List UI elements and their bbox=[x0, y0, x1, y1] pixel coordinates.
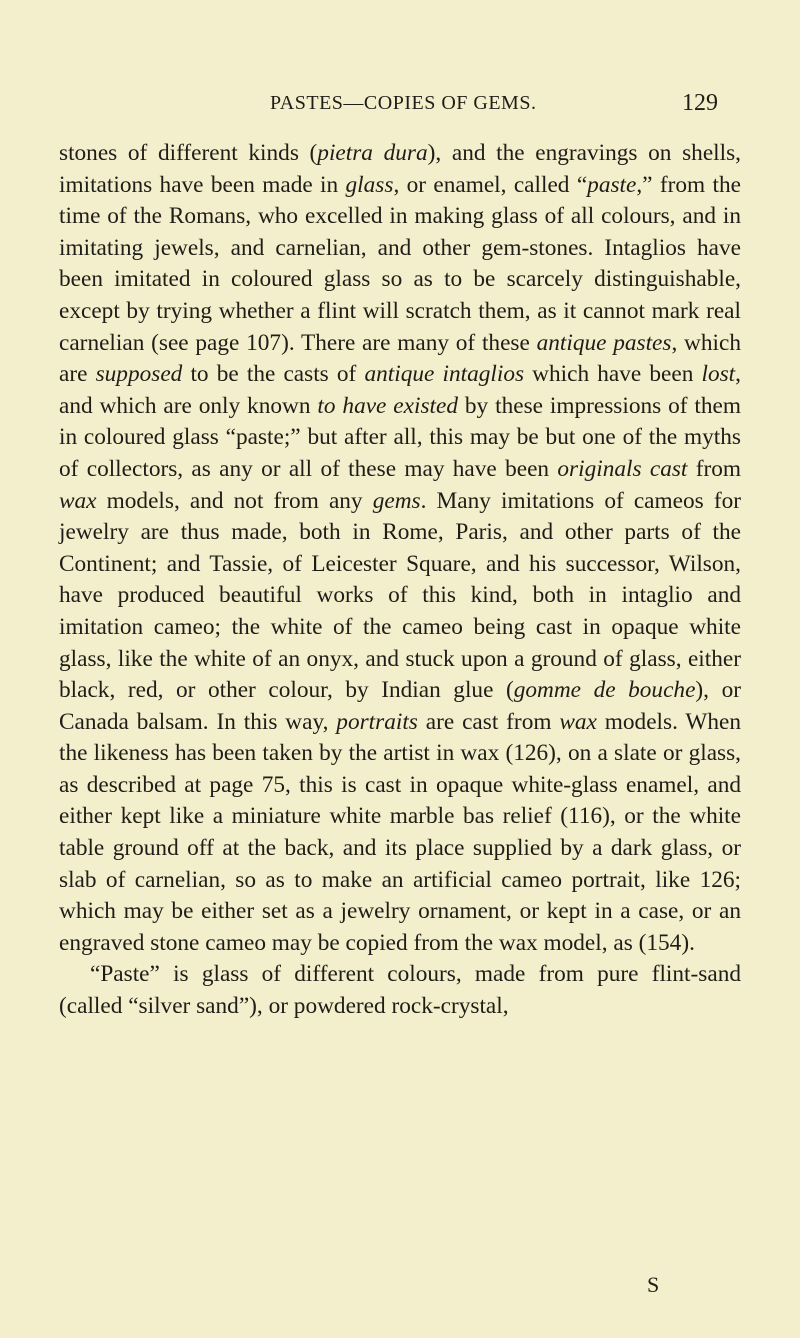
body-text bbox=[59, 138, 741, 1023]
running-head bbox=[0, 92, 800, 120]
text-run: models. When the likeness has been taken by the artist in wax (126), on a slate or glass, as described at page 75, this is cast in opaque white-glass enamel, and either kept like a miniature white marble bas relief (116), or the white table ground off at the back, and its place supplied by a dark glass, or slab of carnelian, so as to make an artificial cameo portrait, like 126; which may be either set as a jewelry ornament, or kept in a case, or an engraved stone cameo may be copied from the wax model, as (154). bbox=[59, 708, 741, 956]
italic-phrase: supposed bbox=[95, 361, 183, 388]
italic-phrase: antique pastes bbox=[536, 329, 672, 356]
text-run: stones of different kinds ( bbox=[59, 140, 318, 166]
text-run: from bbox=[687, 455, 741, 482]
text-run: , and which are only known bbox=[59, 361, 741, 419]
text-run: by these impressions of them in coloured glass “paste;” but after all, this may be but one of the myths of collectors, as any or all of these may have been bbox=[59, 392, 741, 482]
italic-phrase: originals cast bbox=[557, 455, 688, 482]
italic-phrase: to have existed bbox=[317, 392, 458, 419]
paragraph-continued bbox=[59, 138, 741, 959]
paragraph: “Paste” is glass of different colours, made from pure flint-sand (called “silver sand”), or powdered rock-crystal, bbox=[59, 961, 741, 1020]
text-run: models, and not from any bbox=[96, 487, 373, 514]
italic-phrase: portraits bbox=[336, 708, 418, 735]
text-run: to be the casts of bbox=[182, 361, 365, 388]
italic-phrase: wax bbox=[559, 708, 597, 735]
text-run: ), or Canada balsam. In this way, bbox=[59, 677, 741, 735]
text-run: which have been bbox=[524, 361, 702, 388]
text-run: ), and the engravings on shells, imitations have been made in bbox=[59, 140, 741, 198]
italic-phrase: gems bbox=[372, 487, 421, 514]
italic-phrase: lost bbox=[701, 361, 736, 388]
italic-phrase: pietra dura bbox=[317, 140, 428, 166]
italic-phrase: paste bbox=[587, 171, 637, 198]
running-title: PASTES—COPIES OF GEMS. bbox=[270, 92, 537, 114]
text-run: are cast from bbox=[417, 708, 560, 735]
italic-phrase: wax bbox=[59, 487, 97, 514]
text-run: , which are bbox=[59, 329, 741, 388]
italic-phrase: glass bbox=[345, 171, 394, 198]
text-run: ,” from the time of the Romans, who excelled in making glass of all colours, and in imitating jewels, and carnelian, and other gem-stones. Intaglios have been imitated in coloured glass so as to be scarcely distinguishable, except by trying whether a flint will scratch them, as it cannot mark real carnelian (see page 107). There are many of these bbox=[59, 171, 741, 356]
italic-phrase: gomme de bouche bbox=[513, 677, 696, 704]
italic-phrase: antique intaglios bbox=[364, 361, 525, 388]
text-run: , or enamel, called “ bbox=[393, 171, 588, 198]
signature-mark: S bbox=[647, 1272, 660, 1297]
text-run: . Many imitations of cameos for jewelry are thus made, both in Rome, Paris, and other parts of the Continent; and Tassie, of Leicester Square, and his successor, Wilson, have produced beautiful works of this kind, both in intaglio and imitation cameo; the white of the cameo being cast in opaque white glass, like the white of an onyx, and stuck upon a ground of glass, either black, red, or other colour, by Indian glue ( bbox=[59, 487, 741, 704]
page-number: 129 bbox=[682, 90, 718, 116]
